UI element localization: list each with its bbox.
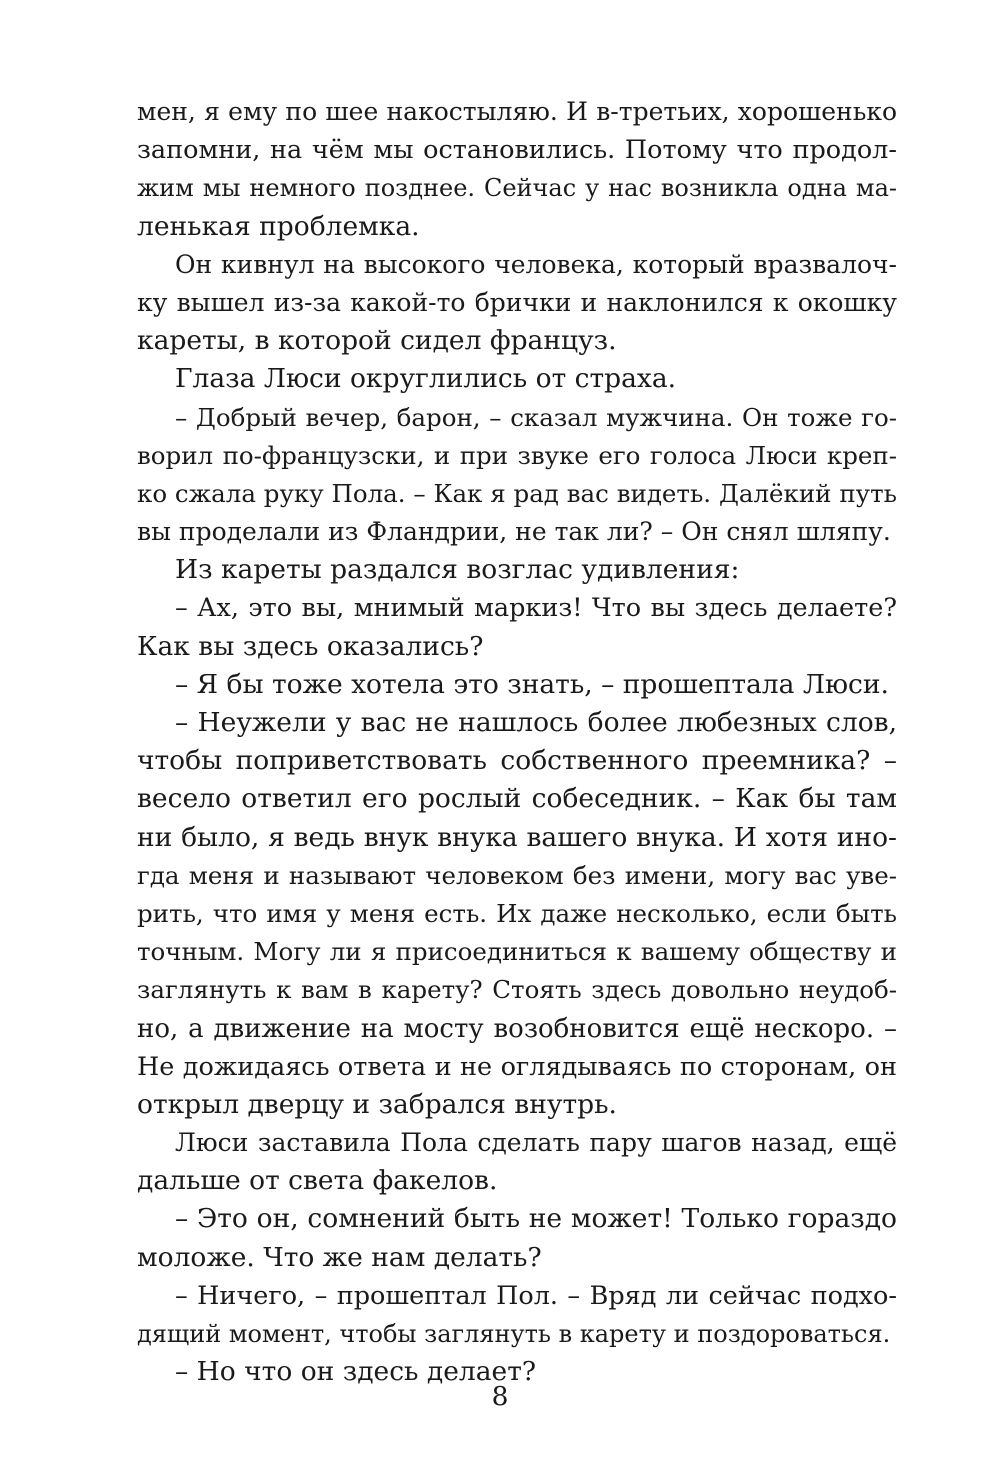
text-line: ворил по-французски, и при звуке его голоса Люси креп- [137, 440, 897, 470]
text-line: – Ах, это вы, мнимый маркиз! Что вы здесь делаете? [175, 593, 897, 624]
text-line: – Я бы тоже хотела это знать, – прошептала Люси. [175, 668, 889, 700]
text-line: гда меня и называют человеком без имени, могу вас уве- [137, 860, 897, 890]
text-line: Он кивнул на высокого человека, который вразвалоч- [175, 249, 897, 279]
text-line: заглянуть к вам в карету? Стоять здесь довольно неудоб- [137, 975, 897, 1005]
text-line: весело ответил его рослый собеседник. – Как бы там [137, 783, 897, 815]
text-line: мен, я ему по шее накостыляю. И в-третьих, хорошенько [137, 97, 897, 126]
text-line: вы проделали из Фландрии, не так ли? – Он снял шляпу. [137, 517, 891, 547]
text-line: моложе. Что же нам делать? [137, 1241, 542, 1273]
text-line: – Добрый вечер, барон, – сказал мужчина. Он тоже го- [175, 402, 897, 432]
text-line: Не дожидаясь ответа и не оглядываясь по сторонам, он [137, 1051, 897, 1082]
page-number: 8 [491, 1381, 509, 1412]
text-line: Как вы здесь оказались? [137, 630, 484, 662]
text-line: открыл дверцу и забрался внутрь. [137, 1088, 617, 1120]
text-line: рить, что имя у меня есть. Их даже несколько, если быть [137, 898, 897, 928]
text-line: – Неужели у вас не нашлось более любезных слов, [175, 707, 897, 738]
text-line: ку вышел из-за какой-то брички и наклонился к окошку [137, 287, 897, 317]
text-line: – Но что он здесь делает? [175, 1356, 537, 1388]
text-line: запомни, на чём мы остановились. Потому что продол- [137, 135, 897, 166]
body-text [137, 93, 897, 1391]
text-line: ни было, я ведь внук внука вашего внука. И хотя ино- [137, 821, 897, 853]
text-line: Люси заставила Пола сделать пару шагов назад, ещё [175, 1128, 897, 1158]
text-line: – Это он, сомнений быть не может! Только гораздо [175, 1203, 897, 1235]
text-line: чтобы поприветствовать собственного преемника? – [137, 745, 897, 777]
text-line: – Ничего, – прошептал Пол. – Вряд ли сейчас подхо- [175, 1280, 897, 1311]
text-line: Глаза Люси округлились от страха. [175, 363, 677, 395]
text-line: точным. Могу ли я присоединиться к вашему обществу и [137, 937, 897, 967]
text-line: ко сжала руку Пола. – Как я рад вас видеть. Далёкий путь [137, 478, 897, 508]
text-line: но, а движение на мосту возобновится ещё нескоро. – [137, 1013, 897, 1044]
text-line: кареты, в которой сидел француз. [137, 325, 617, 357]
text-line: дальше от света факелов. [137, 1165, 498, 1197]
text-line: дящий момент, чтобы заглянуть в карету и поздороваться. [137, 1320, 891, 1348]
text-line: жим мы немного позднее. Сейчас у нас возникла одна ма- [137, 174, 897, 203]
text-line: Из кареты раздался возглас удивления: [175, 554, 740, 586]
text-line: ленькая проблемка. [137, 210, 420, 242]
